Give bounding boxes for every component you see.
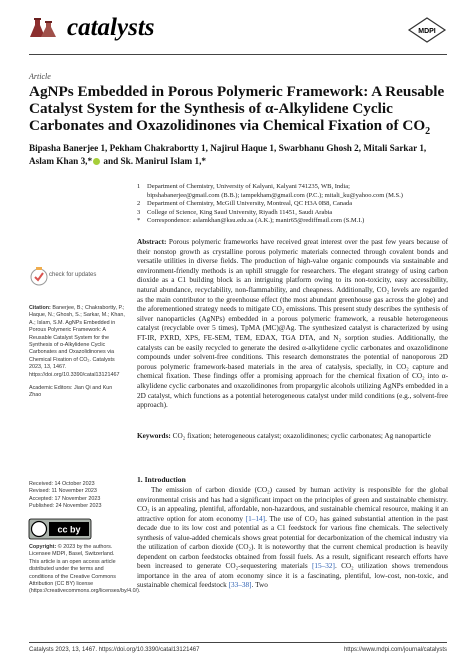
authors-line-2b: and Sk. Manirul Islam 1,*	[101, 155, 206, 166]
keywords	[137, 432, 448, 442]
affiliation-text: Department of Chemistry, McGill University, Montreal, QC H3A 0B8, Canada	[147, 200, 353, 208]
affiliation-number: *	[137, 217, 141, 225]
affiliation-number: 3	[137, 208, 141, 216]
check-updates-label: check for updates	[49, 272, 97, 278]
header-rule	[29, 54, 447, 55]
keywords-label: Keywords:	[137, 432, 171, 440]
copyright-label: Copyright:	[29, 544, 57, 550]
intro-text-part: . CO₂ utilization shows tremendous importance in the area of atom economy since it is a fascinating, plentiful, low-cost, non-toxic, and sustainable chemical feedstock	[137, 562, 448, 590]
citation-link[interactable]: [15–32]	[311, 562, 335, 571]
citation-text: Banerjee, B.; Chakrabortty, P.; Haque, N.; Ghosh, S.; Sarkar, M.; Khan, A.; Islam, S.M. AgNPs Embedded in Porous Polymeric Framework: A Reusable Catalyst System for the Synthesis of α-Alkylidene Cyclic Carbonates and Oxazolidinones via Chemical Fixation of CO₂. Catalysts 2023, 13, 1467. https://doi.org/10.3390/catal13121467	[29, 305, 125, 378]
footer-journal-url[interactable]: https://www.mdpi.com/journal/catalysts	[343, 647, 447, 653]
date-accepted: Accepted: 17 November 2023	[29, 495, 101, 502]
article-title	[29, 83, 449, 140]
introduction-text	[137, 486, 448, 591]
citation-block	[29, 305, 125, 406]
publisher-name: MDPI	[418, 28, 436, 35]
title-subscript: 2	[425, 126, 431, 138]
affiliation-text: Correspondence: aslamkhan@ksu.edu.sa (A.K.); manir65@rediffmail.com (S.M.I.)	[147, 217, 365, 225]
abstract-text: Porous polymeric frameworks have received great interest over the past few years because of their nonstop growth as crystalline porous polymeric materials connected through covalent bonds and versatile utilities in diverse fields. The production of high-value organic compounds via sustainable and environment-friendly methods is an uphill struggle for researchers. The elegant strategy of using carbon dioxide as a C1 building block is an intriguing platform owing to its non-toxicity, easy accessibility, natural abundance, recyclability, non-flammability, and cheapness. Additionally, CO₂ levels are regarded as the main contributor to the greenhouse effect (the most abundant greenhouse gas across the globe) and the aforementioned strategy needs to mitigate CO₂ emissions. This present study describes the synthesis of silver nanoparticles (AgNPs) embedded in a porous polymeric framework, a reusable heterogeneous catalyst (recyclable over 5 times), TpMA (MC)@Ag. The synthesized catalyst is characterized by using FT-IR, PXRD, XPS, FE-SEM, TEM, EDAX, TGA DTA, and N₂ sorption studies. Additionally, the catalysts can be easily recycled to generate the desired α-alkylidene cyclic carbonates and oxazolidinone compounds under solvent-free conditions. This research demonstrates the potential of nanoporous 2D porous polymeric framework-based materials in the area of catalysis, specially, in CO₂ capture and chemical fixation. These findings offer a promising approach for the chemical fixation of CO₂ into α-alkylidene cyclic carbonates and oxazolidinones from propargylic alcohols utilizing AgNPs embedded in a 2D catalyst, which functions as a potential heterogeneous catalyst under mild conditions (e.g., solvent-free approach).	[137, 238, 449, 410]
journal-name: catalysts	[67, 14, 155, 41]
affiliation-text: bipshabanerjee@gmail.com (B.B.); iampekham@gmail.com (P.C.); mitali_ku@yahoo.com (M.S.)	[147, 191, 403, 199]
keywords-text: CO₂ fixation; heterogeneous catalyst; oxazolidinones; cyclic carbonates; Ag nanoparticle	[172, 432, 431, 440]
authors-line-1: Bipasha Banerjee 1, Pekham Chakrabortty 1, Najirul Haque 1, Swarbhanu Ghosh 2, Mitali Sarkar 1,	[29, 143, 427, 153]
title-text: AgNPs Embedded in Porous Polymeric Framework: A Reusable Catalyst System for the Synthesis of α-Alkylidene Cyclic Carbonates and Oxazolidinones via Chemical Fixation of CO	[29, 83, 445, 134]
affiliations	[137, 183, 447, 226]
footer-rule	[29, 642, 447, 643]
affiliation-row	[137, 200, 447, 209]
academic-editors: Academic Editors: Jian Qi and Kun Zhao	[29, 385, 113, 399]
intro-text-part: . Two	[251, 581, 268, 590]
cc-label: cc by	[57, 524, 81, 535]
check-for-updates-badge[interactable]	[29, 265, 97, 301]
affiliation-row	[137, 217, 447, 226]
copyright-block	[29, 544, 141, 596]
affiliation-text: College of Science, King Saud University, Riyadh 11451, Saudi Arabia	[147, 208, 333, 216]
catalysts-logo-icon	[29, 16, 61, 42]
date-received: Received: 14 October 2023	[29, 481, 95, 487]
journal-header	[29, 12, 447, 48]
intro-text-part: The emission of carbon dioxide (CO₂) caused by human activity is responsible for the global environmental crisis and has had a significant impact on the principles of green and sustainable chemistry. CO₂ is an appealing, plentiful, affordable, non-hazardous, and sustainable chemical resource, making it an attractive option for atom economy	[137, 486, 448, 523]
authors-line-2: Aslam Khan 3,*	[29, 155, 93, 166]
author-list	[29, 142, 449, 167]
abstract-label: Abstract:	[137, 238, 167, 246]
article-type: Article	[29, 72, 51, 81]
affiliation-row	[137, 183, 447, 192]
mdpi-logo	[407, 17, 447, 43]
date-published: Published: 24 November 2023	[29, 503, 102, 510]
citation-label: Citation:	[29, 305, 51, 311]
affiliation-row	[137, 192, 447, 201]
date-revised: Revised: 11 November 2023	[29, 488, 97, 495]
publication-dates	[29, 481, 125, 511]
affiliation-number: 2	[137, 200, 141, 208]
affiliation-row	[137, 209, 447, 218]
section-heading-introduction: 1. Introduction	[137, 475, 186, 484]
copyright-text: © 2023 by the authors. Licensee MDPI, Basel, Switzerland. This article is an open access article distributed under the terms and conditions of the Creative Commons Attribution (CC BY) license (https://creativecommons.org/licenses/by/4.0/).	[29, 544, 141, 595]
footer-citation[interactable]: Catalysts 2023, 13, 1467. https://doi.org/10.3390/catal13121467	[29, 647, 200, 653]
affiliation-number: 1	[137, 183, 141, 190]
affiliation-number	[137, 192, 147, 201]
intro-text-part: . The use of CO₂ has gained substantial attention in the past decade due to its low cost and potential as a C1 feedstock for various fine chemicals. The selectively synthesis of value-added chemicals shows great potential for decarbonization of the chemical industry via the utilization of carbon dioxide (CO₂). It is noteworthy that the current chemical production is heavily dependent on carbon feedstocks obtained from fossil fuels. As a result, significant research efforts have been increased to generate CO₂-sequestering materials	[137, 514, 448, 571]
cc-by-license-icon[interactable]	[29, 519, 91, 539]
affiliation-text: Department of Chemistry, University of Kalyani, Kalyani 741235, WB, India;	[147, 183, 350, 190]
citation-link[interactable]: [1–14]	[245, 514, 266, 523]
citation-link[interactable]: [33–38]	[228, 581, 252, 590]
orcid-icon[interactable]	[93, 158, 100, 165]
abstract	[137, 238, 448, 411]
